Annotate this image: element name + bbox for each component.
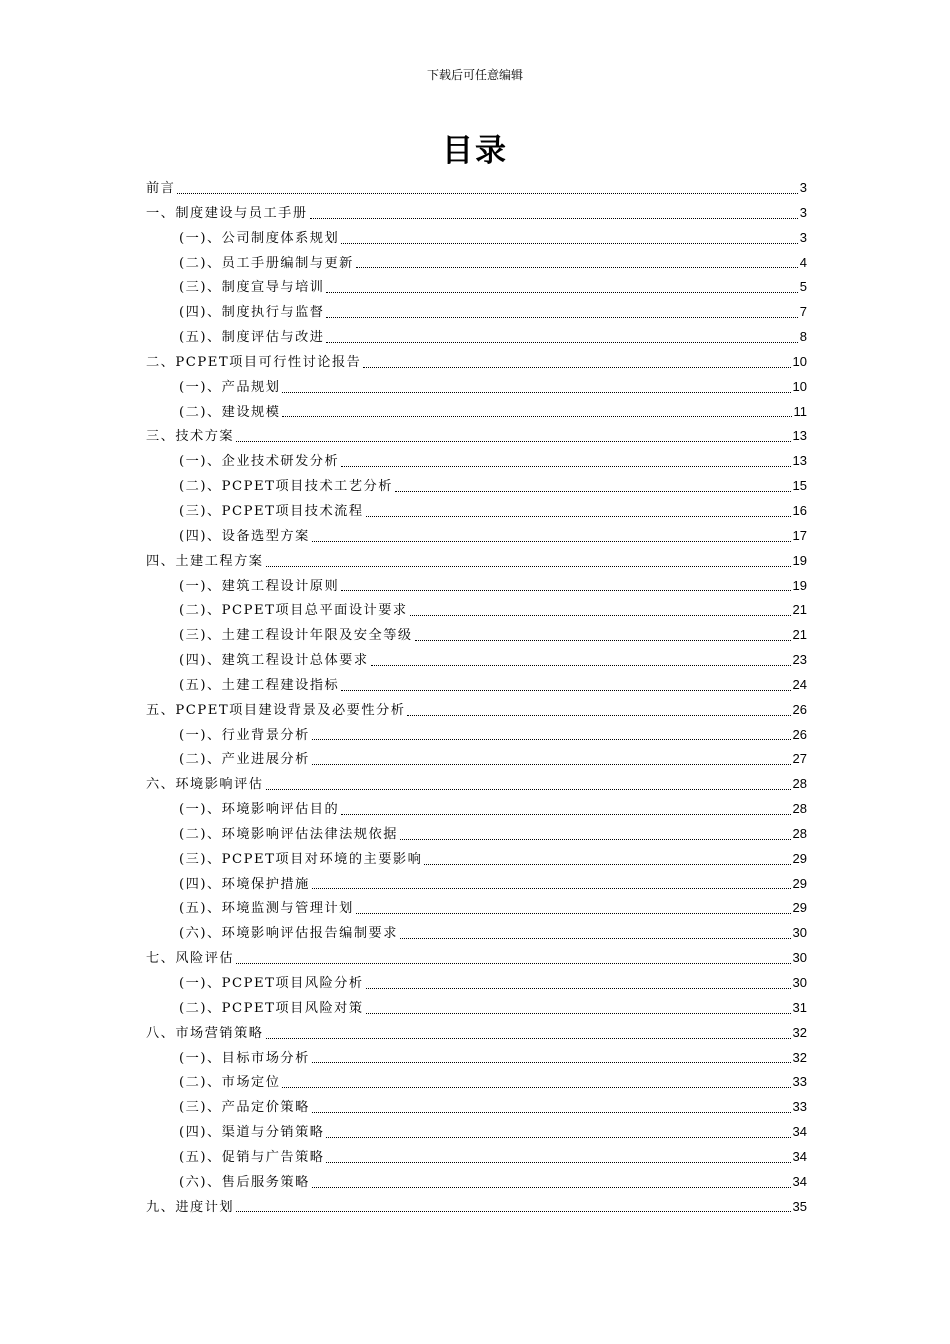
toc-dot-leader xyxy=(236,962,790,964)
toc-page-number: 31 xyxy=(792,999,807,1015)
toc-entry-text: (三)、产品定价策略 xyxy=(179,1100,310,1116)
toc-page-number: 29 xyxy=(792,875,807,891)
toc-entry[interactable] xyxy=(146,921,807,946)
toc-entry-text: (三)、PCPET项目技术流程 xyxy=(179,503,364,519)
toc-page-number: 7 xyxy=(799,304,807,320)
toc-page-number: 35 xyxy=(792,1198,807,1214)
toc-entry-text: 九、进度计划 xyxy=(146,1199,235,1215)
toc-entry[interactable] xyxy=(146,673,807,698)
toc-entry[interactable] xyxy=(146,896,807,921)
toc-dot-leader xyxy=(312,738,791,740)
toc-entry[interactable] xyxy=(146,325,807,350)
toc-page-number: 28 xyxy=(792,801,807,817)
toc-dot-leader xyxy=(326,291,797,293)
toc-entry-text: (五)、制度评估与改进 xyxy=(179,330,325,346)
toc-dot-leader xyxy=(266,565,791,567)
toc-page-number: 23 xyxy=(792,652,807,668)
toc-entry[interactable] xyxy=(146,598,807,623)
toc-entry[interactable] xyxy=(146,996,807,1021)
toc-dot-leader xyxy=(266,788,791,790)
toc-entry-text: (三)、PCPET项目对环境的主要影响 xyxy=(179,851,423,867)
toc-entry-text: 八、市场营销策略 xyxy=(146,1025,264,1041)
toc-page-number: 30 xyxy=(792,925,807,941)
toc-entry-text: (二)、PCPET项目技术工艺分析 xyxy=(179,479,393,495)
toc-dot-leader xyxy=(326,316,797,318)
table-of-contents xyxy=(146,176,807,1219)
toc-entry[interactable] xyxy=(146,623,807,648)
toc-entry-text: (二)、员工手册编制与更新 xyxy=(179,255,354,271)
toc-dot-leader xyxy=(371,664,791,666)
toc-entry[interactable] xyxy=(146,275,807,300)
toc-dot-leader xyxy=(266,1037,791,1039)
toc-page-number: 21 xyxy=(792,602,807,618)
toc-entry-text: 一、制度建设与员工手册 xyxy=(146,205,308,221)
toc-page-number: 26 xyxy=(792,726,807,742)
toc-page-number: 13 xyxy=(792,428,807,444)
toc-entry-text: (二)、产业进展分析 xyxy=(179,752,310,768)
toc-entry-text: (二)、PCPET项目风险对策 xyxy=(179,1000,364,1016)
toc-page-number: 28 xyxy=(792,776,807,792)
toc-entry-text: (三)、制度宣导与培训 xyxy=(179,280,325,296)
toc-entry[interactable] xyxy=(146,1070,807,1095)
toc-page-number: 34 xyxy=(792,1148,807,1164)
toc-entry[interactable] xyxy=(146,176,807,201)
toc-entry-text: (一)、PCPET项目风险分析 xyxy=(179,976,364,991)
toc-entry[interactable] xyxy=(146,499,807,524)
toc-entry[interactable] xyxy=(146,971,807,996)
toc-entry[interactable] xyxy=(146,549,807,574)
toc-entry-text: (二)、环境影响评估法律法规依据 xyxy=(179,826,398,842)
toc-entry[interactable] xyxy=(146,449,807,474)
toc-page-number: 33 xyxy=(792,1099,807,1115)
toc-page-number: 4 xyxy=(799,254,807,270)
toc-dot-leader xyxy=(282,1086,790,1088)
toc-dot-leader xyxy=(312,1061,791,1063)
toc-entry-text: 二、PCPET项目可行性讨论报告 xyxy=(146,354,362,370)
toc-entry-text: 三、技术方案 xyxy=(146,429,235,445)
toc-page-number: 29 xyxy=(792,850,807,866)
toc-entry-text: 五、PCPET项目建设背景及必要性分析 xyxy=(146,702,406,718)
toc-entry-text: (四)、建筑工程设计总体要求 xyxy=(179,653,369,669)
toc-dot-leader xyxy=(400,838,791,840)
toc-page-number: 15 xyxy=(792,478,807,494)
toc-page-number: 30 xyxy=(792,950,807,966)
toc-entry-text: (四)、环境保护措施 xyxy=(179,876,310,892)
toc-entry[interactable] xyxy=(146,822,807,847)
toc-entry[interactable] xyxy=(146,350,807,375)
toc-page-number: 28 xyxy=(792,825,807,841)
toc-entry-text: (四)、设备选型方案 xyxy=(179,528,310,544)
toc-dot-leader xyxy=(407,714,790,716)
toc-page-number: 26 xyxy=(792,701,807,717)
header-note: 下载后可任意编辑 xyxy=(426,68,523,82)
toc-page-number: 5 xyxy=(799,279,807,295)
toc-entry-text: (五)、土建工程建设指标 xyxy=(179,677,340,693)
toc-entry-text: (五)、环境监测与管理计划 xyxy=(179,901,354,917)
toc-dot-leader xyxy=(326,1136,790,1138)
toc-entry[interactable] xyxy=(146,474,807,499)
toc-dot-leader xyxy=(366,987,791,989)
toc-entry[interactable] xyxy=(146,1046,807,1071)
toc-entry-text: (六)、环境影响评估报告编制要求 xyxy=(179,926,398,942)
toc-dot-leader xyxy=(341,813,790,815)
toc-page-number: 29 xyxy=(792,900,807,916)
toc-page-number: 24 xyxy=(792,676,807,692)
toc-dot-leader xyxy=(341,689,790,691)
toc-page-number: 34 xyxy=(792,1124,807,1140)
toc-dot-leader xyxy=(410,614,791,616)
toc-entry[interactable] xyxy=(146,375,807,400)
toc-page-number: 3 xyxy=(799,180,807,195)
toc-entry[interactable] xyxy=(146,1021,807,1046)
toc-entry[interactable] xyxy=(146,747,807,772)
toc-entry[interactable] xyxy=(146,1095,807,1120)
toc-page-number: 3 xyxy=(799,229,807,245)
toc-entry[interactable] xyxy=(146,648,807,673)
toc-entry-text: (四)、制度执行与监督 xyxy=(179,305,325,321)
toc-page-number: 10 xyxy=(792,378,807,394)
toc-entry-text: (一)、目标市场分析 xyxy=(179,1050,310,1066)
toc-dot-leader xyxy=(312,763,791,765)
toc-entry-text: (二)、建设规模 xyxy=(179,404,281,420)
toc-page-number: 8 xyxy=(799,329,807,345)
toc-dot-leader xyxy=(312,887,791,889)
toc-page-number: 13 xyxy=(792,453,807,469)
toc-dot-leader xyxy=(310,217,798,219)
toc-title: 目录 xyxy=(442,133,508,169)
toc-dot-leader xyxy=(312,1186,791,1188)
toc-entry-text: 四、土建工程方案 xyxy=(146,553,264,569)
toc-entry[interactable] xyxy=(146,524,807,549)
toc-entry[interactable] xyxy=(146,946,807,971)
toc-entry[interactable] xyxy=(146,400,807,425)
toc-page-number: 32 xyxy=(792,1049,807,1065)
toc-entry-text: 七、风险评估 xyxy=(146,951,235,967)
toc-dot-leader xyxy=(366,515,791,517)
toc-entry-text: (三)、土建工程设计年限及安全等级 xyxy=(179,628,413,644)
toc-dot-leader xyxy=(236,440,790,442)
toc-entry[interactable] xyxy=(146,1195,807,1220)
toc-entry[interactable] xyxy=(146,698,807,723)
toc-dot-leader xyxy=(415,639,791,641)
toc-page-number: 19 xyxy=(792,577,807,593)
toc-page-number: 21 xyxy=(792,627,807,643)
toc-entry[interactable] xyxy=(146,300,807,325)
toc-entry[interactable] xyxy=(146,574,807,599)
toc-entry[interactable] xyxy=(146,872,807,897)
toc-dot-leader xyxy=(312,540,791,542)
toc-entry-text: (一)、公司制度体系规划 xyxy=(179,230,340,246)
toc-dot-leader xyxy=(326,341,797,343)
toc-dot-leader xyxy=(326,1161,790,1163)
toc-dot-leader xyxy=(356,266,798,268)
toc-entry-text: (一)、环境影响评估目的 xyxy=(179,802,340,818)
toc-entry[interactable] xyxy=(146,201,807,226)
toc-entry[interactable] xyxy=(146,226,807,251)
toc-entry-text: (一)、行业背景分析 xyxy=(179,727,310,743)
toc-entry[interactable] xyxy=(146,251,807,276)
toc-dot-leader xyxy=(341,589,790,591)
toc-dot-leader xyxy=(236,1210,790,1212)
toc-dot-leader xyxy=(312,1111,791,1113)
toc-page-number: 17 xyxy=(792,527,807,543)
toc-entry-text: (六)、售后服务策略 xyxy=(179,1174,310,1190)
toc-entry-text: (四)、渠道与分销策略 xyxy=(179,1125,325,1141)
toc-dot-leader xyxy=(282,415,791,417)
toc-entry[interactable] xyxy=(146,1170,807,1195)
toc-entry-text: 前言 xyxy=(146,181,176,196)
toc-page-number: 19 xyxy=(792,552,807,568)
toc-entry[interactable] xyxy=(146,797,807,822)
toc-dot-leader xyxy=(341,242,798,244)
toc-dot-leader xyxy=(395,490,791,492)
toc-dot-leader xyxy=(341,465,790,467)
toc-dot-leader xyxy=(177,192,797,194)
toc-page-number: 27 xyxy=(792,751,807,767)
toc-page-number: 11 xyxy=(793,403,807,419)
toc-entry-text: (二)、PCPET项目总平面设计要求 xyxy=(179,603,408,619)
toc-page-number: 33 xyxy=(792,1074,807,1090)
toc-page-number: 3 xyxy=(799,204,807,220)
toc-dot-leader xyxy=(366,1012,791,1014)
toc-entry[interactable] xyxy=(146,772,807,797)
toc-page-number: 30 xyxy=(792,975,807,990)
toc-entry-text: (一)、产品规划 xyxy=(179,379,281,395)
toc-entry-text: (一)、建筑工程设计原则 xyxy=(179,578,340,594)
toc-entry[interactable] xyxy=(146,424,807,449)
toc-entry[interactable] xyxy=(146,723,807,748)
toc-dot-leader xyxy=(400,937,791,939)
toc-entry-text: (一)、企业技术研发分析 xyxy=(179,454,340,470)
toc-page-number: 32 xyxy=(792,1024,807,1040)
toc-entry-text: (五)、促销与广告策略 xyxy=(179,1149,325,1165)
toc-entry[interactable] xyxy=(146,847,807,872)
toc-dot-leader xyxy=(282,391,790,393)
toc-dot-leader xyxy=(356,912,791,914)
toc-entry-text: 六、环境影响评估 xyxy=(146,777,264,793)
toc-entry-text: (二)、市场定位 xyxy=(179,1075,281,1091)
toc-page-number: 34 xyxy=(792,1173,807,1189)
toc-page-number: 10 xyxy=(792,353,807,369)
toc-entry[interactable] xyxy=(146,1120,807,1145)
toc-dot-leader xyxy=(424,863,790,865)
toc-dot-leader xyxy=(363,366,790,368)
toc-page-number: 16 xyxy=(792,502,807,518)
toc-entry[interactable] xyxy=(146,1145,807,1170)
